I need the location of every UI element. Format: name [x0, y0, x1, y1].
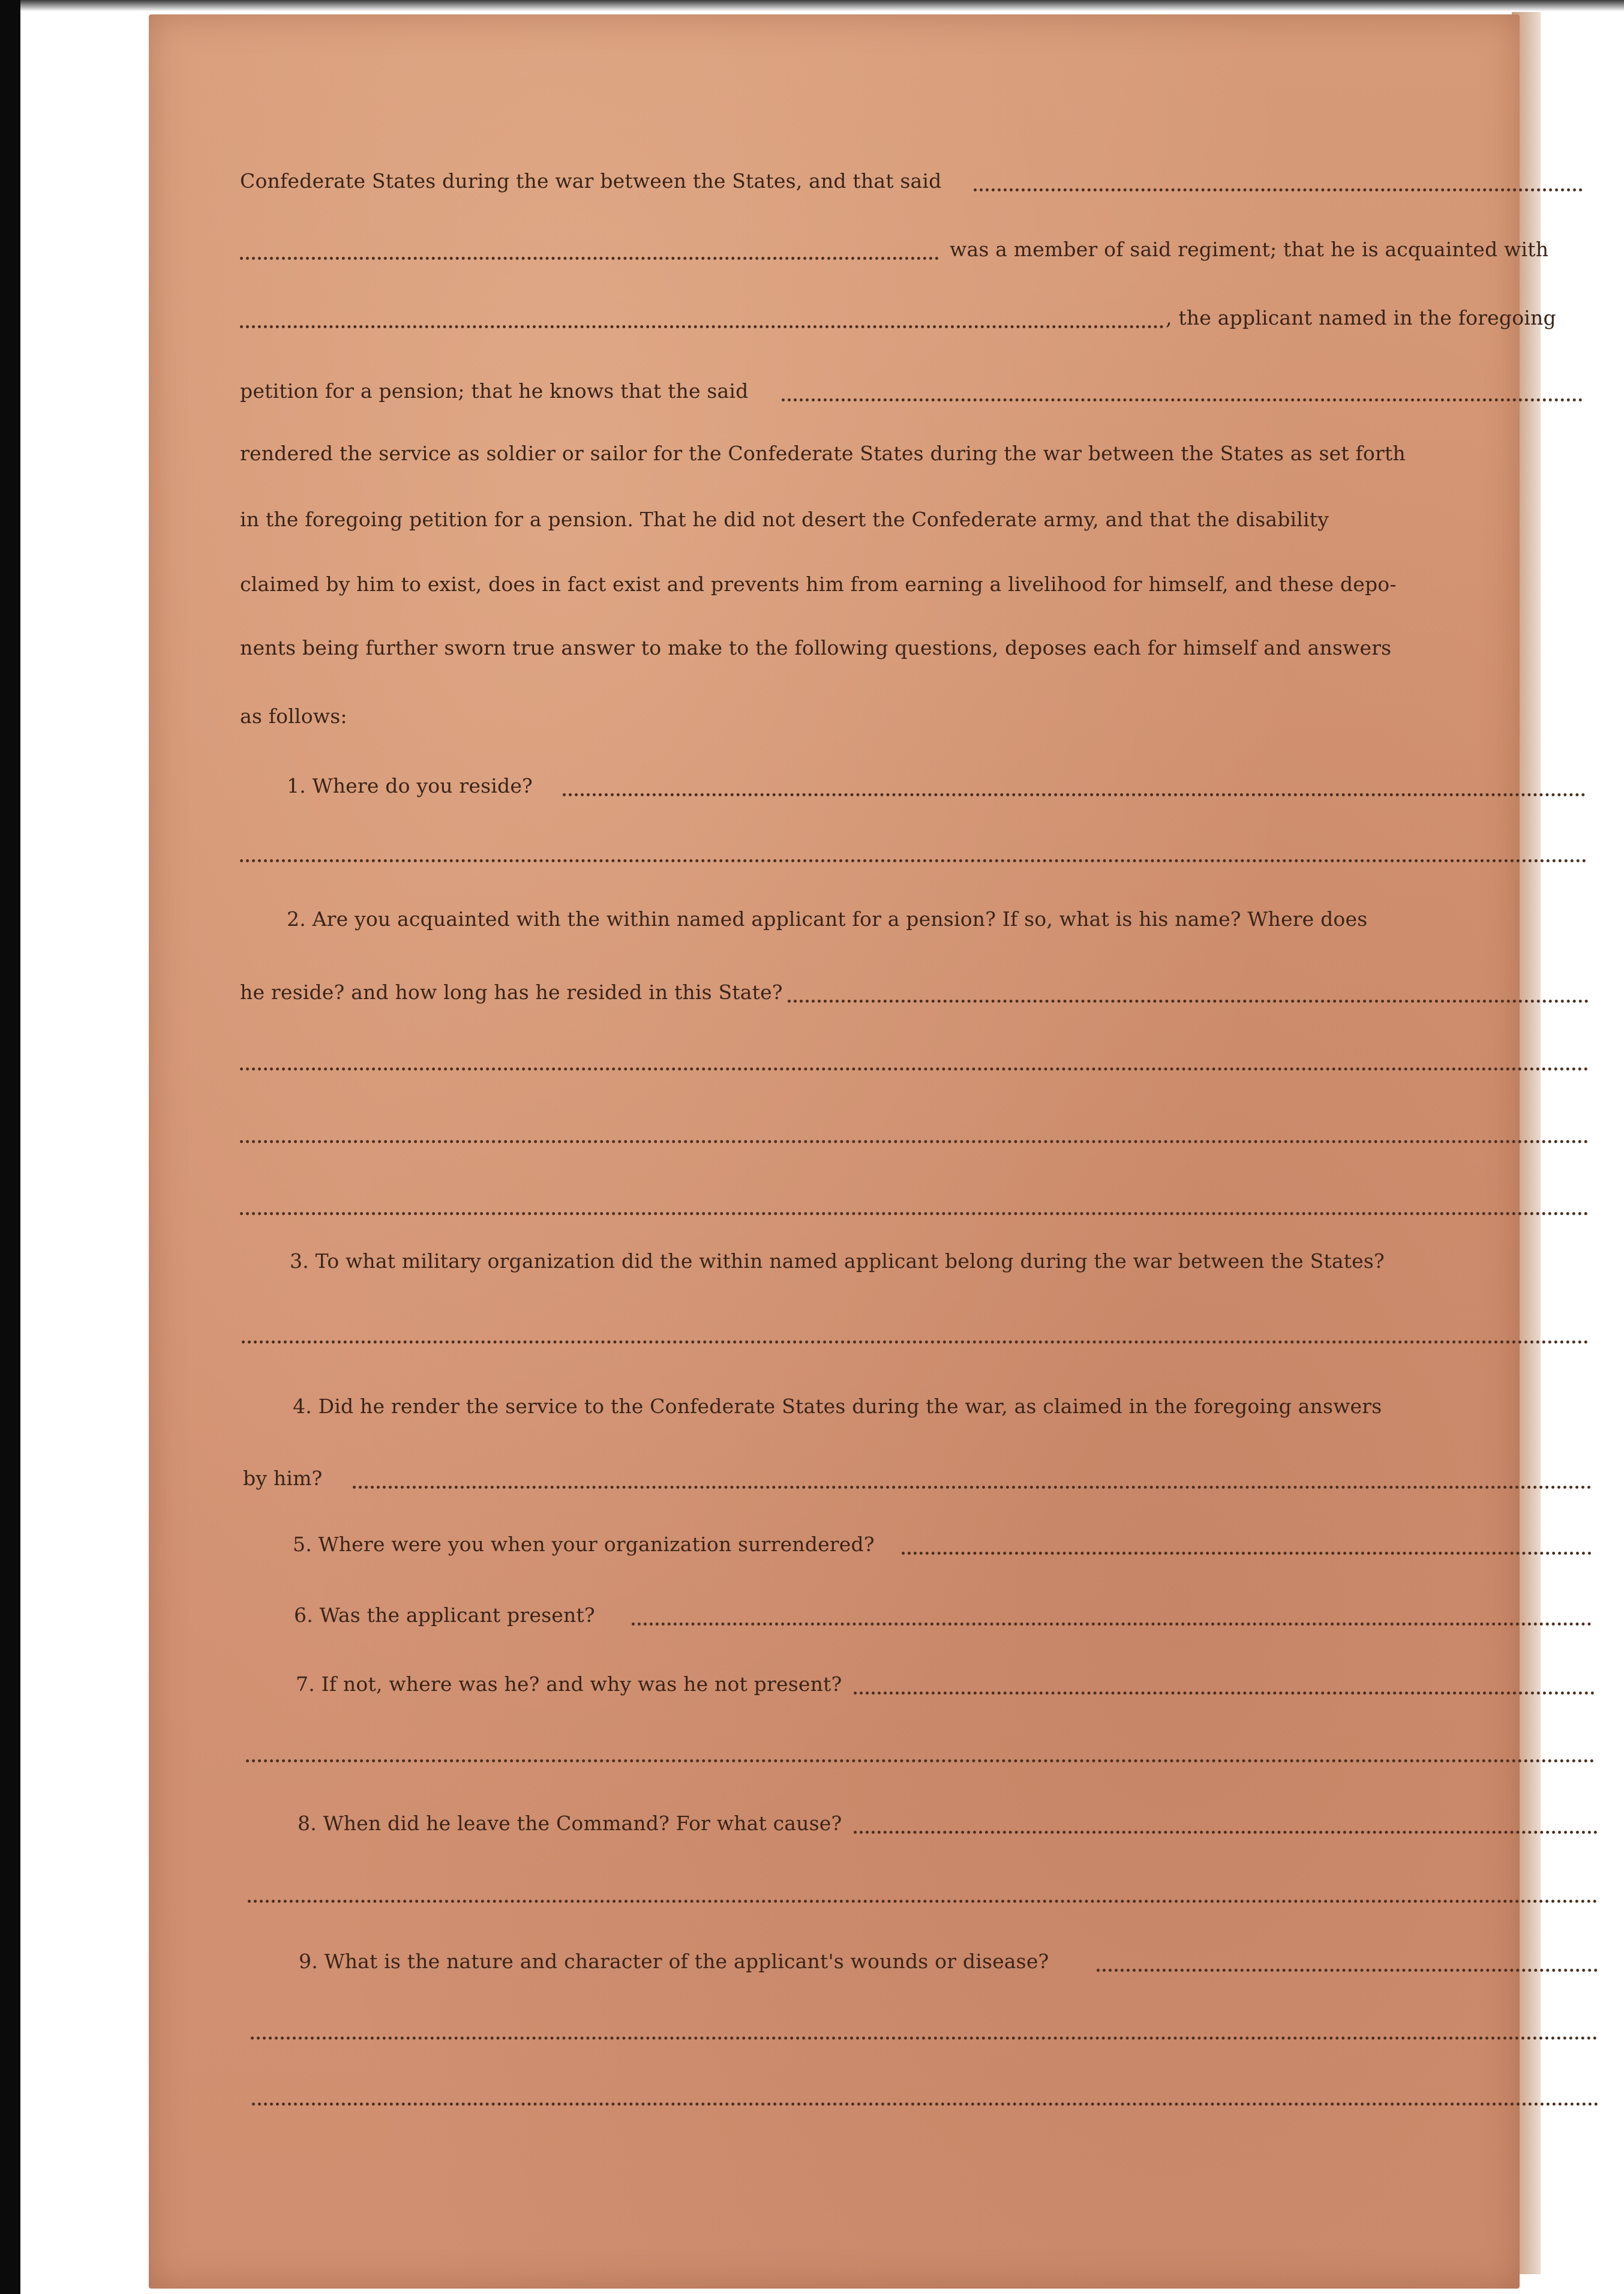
line-5: rendered the service as soldier or sailor for the Confederate States during the war between the States as set forth — [240, 442, 1406, 465]
blank-said-name[interactable] — [974, 188, 1583, 191]
pension-form-page — [149, 14, 1556, 2289]
scan-edge-top — [20, 0, 1624, 11]
answer-6-blank[interactable] — [632, 1623, 1592, 1626]
answer-9-blank-b[interactable] — [251, 2037, 1598, 2040]
question-2-cont: he reside? and how long has he resided in this State? — [240, 980, 783, 1004]
line-8: nents being further sworn true answer to make to the following questions, deposes each for himself and answers — [240, 636, 1392, 659]
question-6: 6. Was the applicant present? — [294, 1603, 595, 1627]
answer-2-blank-b[interactable] — [240, 1067, 1589, 1070]
answer-2-blank-c[interactable] — [240, 1140, 1589, 1143]
line-9: as follows: — [240, 704, 347, 728]
question-4: 4. Did he render the service to the Confederate States during the war, as claimed in the foregoing answers — [293, 1395, 1382, 1418]
answer-9-blank-a[interactable] — [1097, 1969, 1598, 1972]
question-3: 3. To what military organization did the within named applicant belong during the war between the States? — [290, 1249, 1385, 1273]
answer-8-blank-b[interactable] — [248, 1900, 1598, 1903]
line-2: was a member of said regiment; that he is acquainted with — [950, 238, 1549, 261]
blank-said-applicant[interactable] — [782, 398, 1583, 401]
blank-applicant-name[interactable] — [240, 325, 1164, 328]
answer-4-blank[interactable] — [353, 1486, 1592, 1489]
question-1: 1. Where do you reside? — [287, 774, 533, 797]
answer-2-blank-a[interactable] — [788, 1000, 1589, 1003]
blank-member-name[interactable] — [240, 257, 939, 260]
answer-9-blank-c[interactable] — [252, 2103, 1599, 2106]
line-6: in the foregoing petition for a pension. That he did not desert the Confederate army, and that the disability — [240, 508, 1329, 531]
answer-7-blank-a[interactable] — [854, 1692, 1595, 1695]
question-9: 9. What is the nature and character of the applicant's wounds or disease? — [299, 1950, 1049, 1973]
answer-7-blank-b[interactable] — [246, 1759, 1595, 1762]
answer-1-blank-a[interactable] — [563, 793, 1586, 796]
answer-8-blank-a[interactable] — [854, 1831, 1598, 1834]
question-7: 7. If not, where was he? and why was he not present? — [296, 1672, 842, 1696]
line-4: petition for a pension; that he knows that the said — [240, 379, 749, 403]
question-8: 8. When did he leave the Command? For what cause? — [298, 1812, 842, 1835]
scan-edge — [0, 0, 20, 2294]
question-5: 5. Where were you when your organization surrendered? — [293, 1533, 875, 1556]
line-1: Confederate States during the war between the States, and that said — [240, 169, 942, 193]
question-4-cont: by him? — [243, 1467, 323, 1490]
line-7: claimed by him to exist, does in fact exist and prevents him from earning a livelihood for himself, and these depo- — [240, 572, 1397, 596]
question-2: 2. Are you acquainted with the within named applicant for a pension? If so, what is his name? Where does — [287, 907, 1368, 931]
answer-5-blank[interactable] — [902, 1552, 1592, 1555]
answer-3-blank[interactable] — [242, 1341, 1589, 1344]
answer-2-blank-d[interactable] — [240, 1212, 1589, 1215]
line-3: , the applicant named in the foregoing — [1166, 306, 1556, 329]
answer-1-blank-b[interactable] — [240, 859, 1587, 862]
